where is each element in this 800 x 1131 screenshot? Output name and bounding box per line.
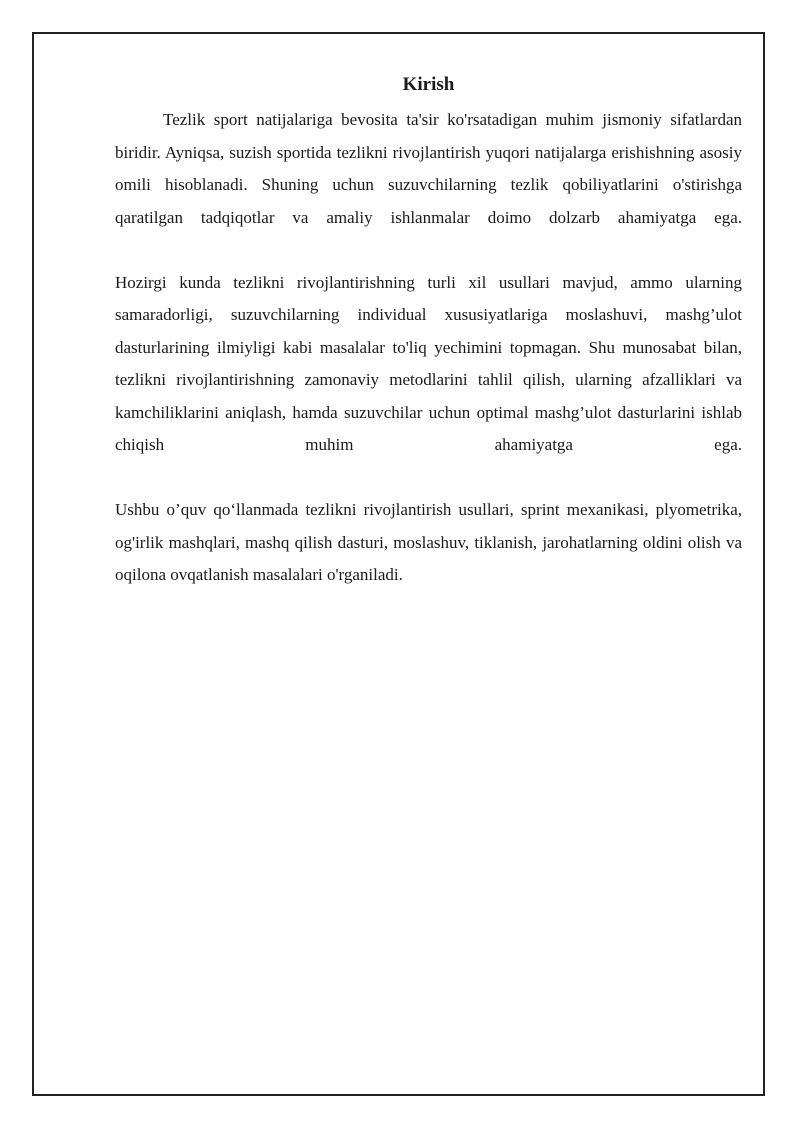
paragraph-spacer (115, 462, 742, 495)
section-title: Kirish (402, 74, 455, 95)
paragraph-intro: Tezlik sport natijalariga bevosita ta'sir ko'rsatadigan muhim jismoniy sifatlardan biridir. Ayniqsa, suzish sportida tezlikni rivojlantirish yuqori natijalarga erishishning asosiy omili hisoblanadi. Shuning uchun suzuvchilarning tezlik qobiliyatlarini o'stirishga qaratilgan tadqiqotlar va amaliy ishlanmalar doimo dolzarb ahamiyatga ega. (115, 110, 742, 227)
paragraph-scope: Ushbu o’quv qo‘llanmada tezlikni rivojlantirish usullari, sprint mexanikasi, plyometrika, og'irlik mashqlari, mashq qilish dasturi, moslashuv, tiklanish, jarohatlarning oldini olish va oqilona ovqatlanish masalalari o'rganiladi. (115, 500, 742, 584)
paragraph-spacer (115, 234, 742, 267)
document-body (115, 72, 742, 592)
paragraph-methods: Hozirgi kunda tezlikni rivojlantirishning turli xil usullari mavjud, ammo ularning samaradorligi, suzuvchilarning individual xususiyatlariga moslashuvi, mashg’ulot dasturlarining ilmiyligi kabi masalalar to'liq yechimini topmagan. Shu munosabat bilan, tezlikni rivojlantirishning zamonaviy metodlarini tahlil qilish, ularning afzalliklari va kamchiliklarini aniqlash, hamda suzuvchilar uchun optimal mashg’ulot dasturlarini ishlab chiqish muhim ahamiyatga ega. (115, 272, 742, 454)
